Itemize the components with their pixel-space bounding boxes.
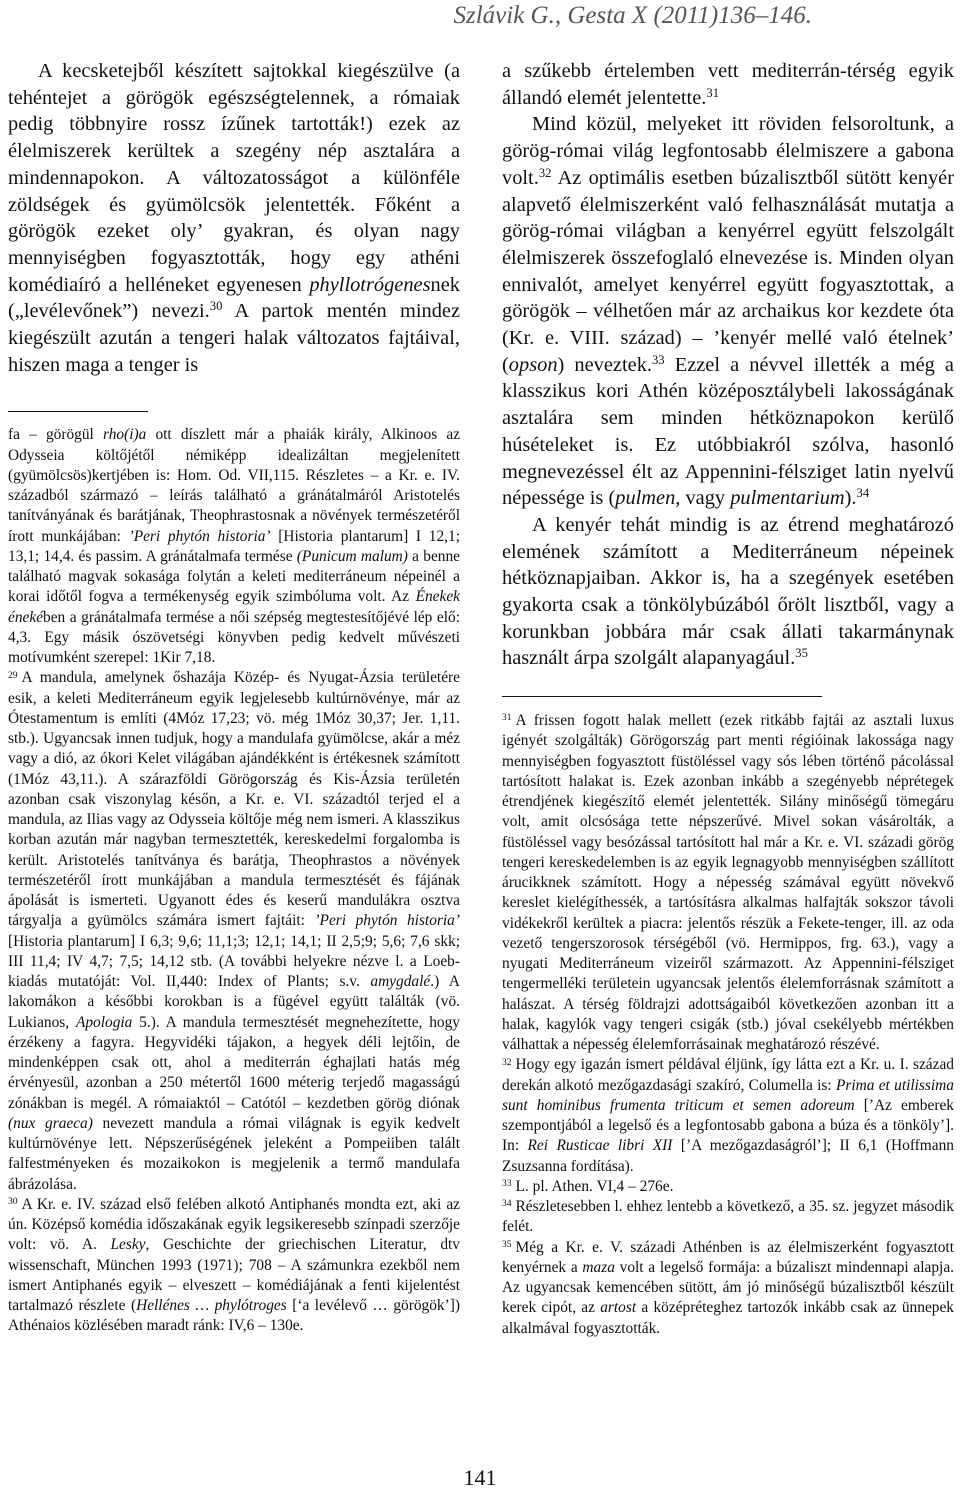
italic-term: pulmen <box>615 487 676 510</box>
right-body-paragraph-2 <box>502 111 954 512</box>
italic-term: phyllotrógenes <box>309 273 431 296</box>
footnote-29 <box>8 668 460 1195</box>
footnote-ref-30[interactable]: 30 <box>209 299 223 314</box>
text-run: L. pl. Athen. VI,4 – 276e. <box>515 1177 674 1195</box>
text-run: , Geschichte der griechischen Literatur, dtv wissenschaft, München 1993 (1971); 708 – A számunkra ezekből nem ismert Antiphanés egyik – elveszett – komédiájának a fenti kijelentést tartalmazó részlete ( <box>8 1236 460 1315</box>
text-run: A kenyér tehát mindig is az étrend meghatározó elemének számított a Mediterráneum népeinek hétköznapjaiban. Akkor is, ha a szegények esetében gyakorta csak a tönkölybúzából őrölt lisztből, vagy a korunkban jobbára már csak állati takarmánynak használt árpa szolgált alapanyagául. <box>502 513 954 670</box>
left-column <box>8 58 460 1337</box>
footnote-34 <box>502 1197 954 1238</box>
text-run: volt a legelső formája: a búzaliszt mindennapi alapja. Az ugyancsak kemencében sütött, ám jó minőségű búzalisztből készült kerek cipót, az <box>502 1258 954 1317</box>
footnote-number: 34 <box>502 1198 512 1210</box>
text-run: A mandula, amelynek őshazája Közép- és Nyugat-Ázsia területére esik, a keleti Mediterráneum egyik legjelesebb kultúrnövénye, már az Ótestamentum is említi (4Móz 17,23; vö. még 1Móz 30,37; Jer. 1,11. stb.). Ugyancsak innen tudjuk, hogy a mandulafa gyümölcse, akár a méz vagy a dió, az ókori Kelet világában ajándékként is értékesnek számított (1Móz 43,11.). A szárazföldi Görögország és Kis-Ázsia területén azonban csak viszonylag későn, a Kr. e. VI. századtól terjed el a mandula, az Ilias vagy az Odysseia költője még nem ismeri. A klasszikus korban azután már nagyban termesztették, kereskedelmi forgalomba is került. Aristotelés tanítványa és barátja, Theophrastos a növények természetéről írott munkájában a mandula termesztését és fájának ápolását is ismerteti. Ugyanott édes és keserű mandulákra osztva tárgyalja a gyümölcs számára ismert fajtáit: <box>8 669 460 930</box>
text-run: nevezett mandula a római világnak is egyik kedvelt kultúrnövénye lett. Népszerűségének jeleként a Pompeiiben talált falfestményeken és mozaikokon is megjelenik a termő mandulafa ábrázolása. <box>8 1114 461 1193</box>
footnote-number: 31 <box>502 712 512 724</box>
italic-term: (nux graeca) <box>8 1114 93 1132</box>
text-run: [Historia plantarum] I 6,3; 9,6; 11,1;3; 12,1; 14,1; II 2,5;9; 5,6; 7,6 skk; III 11,4; IV 4,7; 7,5; 14,12 stb. (A további helyekre nézve l. a Loeb-kiadás mutatóját: Vol. II,440: Index of Plants; s.v. <box>8 932 460 991</box>
text-run: a benne található magvak sokasága folytán a keleti mediterráneum népeinél a korai időtől fogva a termékenység egyik szimbóluma volt. Az <box>8 547 461 606</box>
italic-term: Apologia <box>75 1013 133 1031</box>
text-run: ) neveztek. <box>557 353 652 376</box>
text-run: Ezzel a névvel illették a még a klasszikus kori Athén középosztálybeli lakosságának asztalára sem minden hétköznapokon kerülő húsételeket is. Ez utóbbiakról szólva, hasonló megnevezéssel élt az Appennini-félsziget latin nyelvű népessége is ( <box>502 353 954 510</box>
text-run: Mind közül, melyeket itt röviden felsoroltunk, a görög-római világ legfontosabb élelmiszere a gabona volt. <box>502 113 954 189</box>
footnote-number: 35 <box>502 1238 512 1250</box>
text-run: nek („levélevőnek”) nevezi. <box>8 273 460 323</box>
text-run: ). <box>844 487 857 510</box>
footnote-ref-33[interactable]: 33 <box>651 352 665 367</box>
footnote-separator <box>8 411 148 412</box>
footnote-35 <box>502 1238 954 1339</box>
running-header: Szlávik G., Gesta X (2011)136–146. <box>453 2 812 29</box>
text-run: A kecsketejből készített sajtokkal kiegészülve (a tehéntejet a görögök egészségtelennek, a rómaiak pedig többnyire rossz ízűnek tartották!) ezek az élelmiszerek kerültek a szegény nép asztalára a mindennapokon. A változatosságot a különféle zöldségek és gyümölcsök jelentették. Főként a görögök ezeket oly’ gyakran, és olyan nagy mennyiségben fogyasztották, hogy egy athéni komédiaíró a helléneket egyenesen <box>8 60 460 296</box>
text-run: 5.). A mandula termesztését megnehezítette, hogy érzékeny a fagyra. Hegyvidéki tájakon, a hegyek déli lejtőin, de mindenképpen csak ott, ahol a mediterrán éghajlati hatás még érvényesül, azonban a 250 métertől 1600 méterig terjedő magasságú zónákban is megél. A rómaiaktól – Catótól – kezdetben görög diónak <box>8 1013 460 1112</box>
text-run: a szűkebb értelemben vett mediterrán-térség egyik állandó elemét jelentette. <box>502 60 954 109</box>
italic-term: Rei Rusticae libri XII <box>527 1137 673 1155</box>
italic-term: opson <box>508 353 558 376</box>
footnote-30 <box>8 1195 460 1337</box>
footnote-33 <box>502 1177 954 1197</box>
footnote-ref-35[interactable]: 35 <box>795 646 808 661</box>
italic-term: Énekek éneké <box>8 588 460 626</box>
italic-term: artost <box>600 1299 637 1317</box>
italic-term: amygdalé <box>370 973 431 991</box>
footnote-32 <box>502 1055 954 1177</box>
footnote-number: 30 <box>8 1196 18 1208</box>
text-run: a középréteghez tartozók inkább csak az ünnepek alkalmával fogyasztották. <box>502 1299 954 1337</box>
italic-term: Lesky <box>110 1236 146 1254</box>
italic-term: ’Peri phytón historia’ <box>314 912 460 930</box>
right-body-paragraph-1 <box>502 58 954 111</box>
right-body-paragraph-3 <box>502 512 954 672</box>
text-run: , vagy <box>675 487 731 510</box>
text-run: ott díszlett már a phaiák király, Alkinoos az Odysseia költőjétől némiképp idealizáltan megjelenített (gyümölcsös)kertjében is: Hom. Od. VII,115. Részletes – a Kr. e. IV. századból származó – leírás található a gránátalmáról Aristotelés tanítványának és barátjának, Theophrastosnak a növények természetéről írott munkájában: <box>8 426 460 545</box>
footnote-ref-31[interactable]: 31 <box>706 85 719 100</box>
text-run: [’A mezőgazdaságról’]; II 6,1 (Hoffmann Zsuzsanna fordítása). <box>502 1137 954 1175</box>
text-run: [’Az emberek szempontjából a legelső és a legfontosabb gabona a búza és a tönköly’]. In: <box>502 1096 954 1155</box>
text-run: Az optimális esetben búzalisztből sütött kenyér alapvető élelmiszerként való felhasználását mutatja a görög-római világban a kenyérrel együtt felszolgált élelmiszerek összefoglaló elnevezése is. Minden olyan ennivalót, amelyet kenyérrel együtt fogyasztottak, a görögök – vélhetően már az archaikus kor kezdete óta (Kr. e. VIII. század) – ’kenyér mellé való ételnek’ ( <box>502 166 954 376</box>
italic-term: Prima et utilissima sunt hominibus frumenta triticum et semen adoreum <box>502 1076 954 1114</box>
footnote-number: 33 <box>502 1178 512 1190</box>
text-run: Még a Kr. e. V. századi Athénben is az élelmiszerként fogyasztott kenyérnek a <box>502 1238 954 1276</box>
page-number: 141 <box>463 1465 497 1490</box>
footnote-ref-34[interactable]: 34 <box>856 486 870 501</box>
left-body-paragraph <box>8 58 460 378</box>
text-run: A frissen fogott halak mellett (ezek ritkább fajtái az asztali luxus igényét szolgálták) Görögország part menti régióinak lakossága nagy mennyiségben fogyasztott füstöléssel vagy sós lében történő pácolással tartósított halakat is. Ezek azonban inkább a szegényebb néprétegek étrendjének kiegészítő elemét jelentették. Silány minőségű tömegáru volt, amit olcsósága tette népszerűvé. Mivel sokan vásárolták, a füstöléssel vagy besózással tartósított hal már a Kr. e. VI. századi görög tengeri kereskedelemben is az egyik legnagyobb mennyiségben szállított árucikknek számított. Hogy a népesség számával együtt növekvő kereslet kielégíthessék, a tartósításra alkalmas halfajták sokszor távoli vidékekről kerültek a piacra: jelentős részük a Fekete-tenger, ill. az oda vezető tengerszorosok térségéből (vö. Hermippos, frg. 63.), vagy a nyugati Mediterráneum vizeiről származott. Az Appennini-félsziget tengermelléki területein ugyancsak jelentős élelemforrásnak számított a halászat. A térség földrajzi adottságaiból következően azonban itt a halak, kagylók vagy tengeri csigák (stb.) jóval csekélyebb mértékben válhattak a népesség élelemforrásainak meghatározó részévé. <box>502 712 954 1054</box>
text-run: fa – görögül <box>8 426 103 444</box>
footnote-number: 32 <box>502 1056 512 1068</box>
italic-term: pulmentarium <box>730 487 845 510</box>
text-run: .) A lakomákon a későbbi korokban is a fügével együtt találták (vö. Lukianos, <box>8 973 461 1031</box>
footnote-number: 29 <box>8 669 18 681</box>
italic-term: ’Peri phytón historia’ <box>128 527 271 545</box>
footnote-31 <box>502 711 954 1055</box>
italic-term: (Punicum malum) <box>296 547 408 565</box>
italic-term: maza <box>582 1258 615 1276</box>
footnote-separator <box>502 696 822 697</box>
text-run: A Kr. e. IV. század első felében alkotó Antiphanés mondta ezt, aki az ún. Középső komédia időszakának egyik legsikeresebb színpadi szerzője volt: vö. A. <box>8 1195 460 1254</box>
italic-term: rho(i)a <box>102 426 147 444</box>
text-run: A partok mentén mindez kiegészült azután a tengeri halak változatos fajtáival, hiszen maga a tenger is <box>8 300 460 376</box>
footnote-continued <box>8 425 460 668</box>
text-run: ben a gránátalmafa termése a női szépség megtestesítőjévé lép elő: 4,3. Egy másik ószövetségi könyvben pedig kedvelt művészeti motívumként szerepel: 1Kir 7,18. <box>8 608 460 667</box>
right-column <box>502 58 954 1339</box>
text-run: Hogy egy igazán ismert példával éljünk, így látta ezt a Kr. u. I. század derekán alkotó mezőgazdasági szakíró, Columella is: <box>502 1056 954 1094</box>
text-run: Részletesebben l. ehhez lentebb a következő, a 35. sz. jegyzet második felét. <box>502 1198 954 1236</box>
text-run: [Historia plantarum] I 12,1; 13,1; 14,4. és passim. A gránátalmafa termése <box>8 527 460 565</box>
text-run: [‘a levélevő … görögök’]) Athénaios közlésében maradt ránk: IV,6 – 130e. <box>8 1297 461 1335</box>
italic-term: Hellénes … phylótroges <box>136 1297 287 1315</box>
footnote-ref-32[interactable]: 32 <box>538 165 552 180</box>
